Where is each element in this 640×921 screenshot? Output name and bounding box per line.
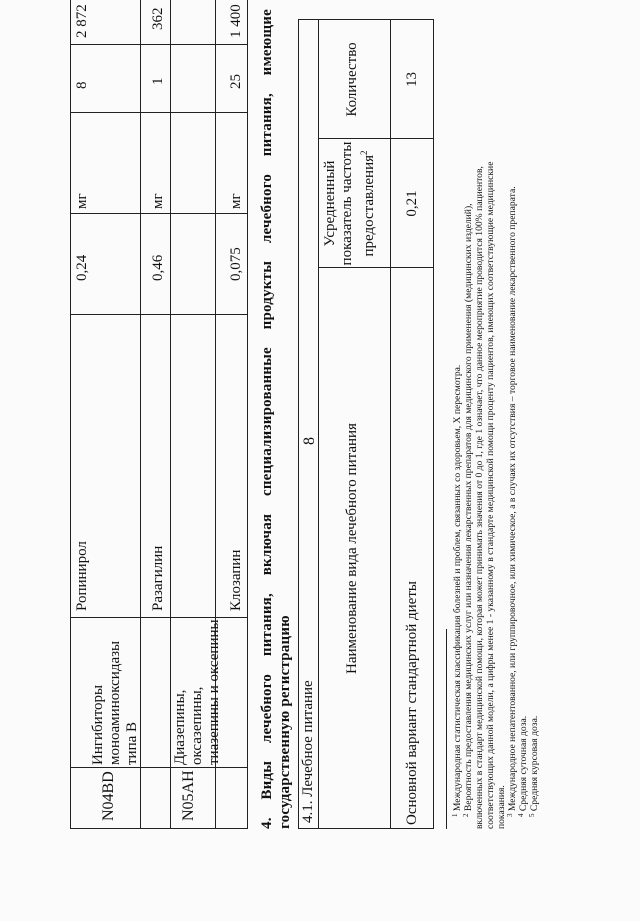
footnote-5	[529, 716, 540, 817]
header-frequency-line3	[356, 139, 378, 268]
drug-name-cell: Разагилин	[150, 545, 166, 611]
unit-cell: мг	[150, 193, 166, 209]
footnote-text: Средняя курсовая доза.	[529, 715, 540, 812]
header-quantity: Количество	[344, 42, 360, 117]
atc-group-cell: Ингибиторы моноаминоксидазы типа В	[90, 640, 140, 765]
footnote-ref: 2	[359, 150, 369, 155]
footnote-number: 4	[517, 813, 525, 817]
footnote-text: Международное непатентованное, или группировочное, или химическое, а в случаях их отсутствия – торговое наименование лекарственного препарата.	[507, 186, 518, 812]
footnote-number: 2	[462, 813, 470, 817]
frequency-cell: 8	[74, 81, 90, 89]
header-frequency-line1: Усредненный	[322, 160, 338, 247]
header-frequency	[322, 139, 378, 268]
nutrition-name-cell: Основной вариант стандартной диеты	[404, 581, 420, 825]
page-number: 8	[301, 437, 318, 445]
subsection-title: 4.1. Лечебное питание	[300, 680, 316, 823]
footnote-text: Вероятность предоставления медицинских услуг или назначения лекарственных препаратов для медицинского применения (медицинских изделий),	[463, 203, 474, 812]
ddd-cell: 0,075	[228, 247, 244, 281]
total-cell: 362	[150, 7, 166, 30]
footnote-number: 3	[506, 813, 514, 817]
footnote-2	[463, 203, 474, 817]
atc-group-cell: Диазепины, оксазепины, тиазепины и оксепины	[172, 619, 222, 765]
header-frequency-text: предоставления	[361, 154, 377, 257]
header-name: Наименование вида лечебного питания	[344, 423, 360, 674]
footnote-text: Средняя суточная доза.	[518, 715, 529, 812]
unit-cell: мг	[228, 193, 244, 209]
footnote-3	[507, 186, 518, 817]
footnote-number: 1	[451, 813, 459, 817]
nutrition-frequency-cell: 0,21	[404, 190, 420, 217]
footnote-1	[452, 365, 463, 817]
footnote-4	[518, 716, 529, 817]
drug-name-cell: Клозапин	[228, 549, 244, 611]
frequency-cell: 25	[228, 74, 244, 89]
drug-name-cell: Ропинирол	[74, 541, 90, 611]
ddd-cell: 0,24	[74, 254, 90, 281]
nutrition-quantity-cell: 13	[404, 72, 420, 87]
footnote-text: Международная статистическая классификация болезней и проблем, связанных со здоровьем, X пересмотра.	[452, 364, 463, 812]
footnote-2-cont: показания.	[496, 785, 507, 829]
frequency-cell: 1	[150, 77, 166, 85]
footnote-2-cont: соответствующих данной модели, а цифры менее 1 - указанному в стандарте медицинской помощи проценту пациентов, имеющих соответствующие медицинские	[485, 161, 496, 829]
atc-code-cell: N05AH	[180, 770, 197, 821]
atc-code-cell: N04BD	[100, 771, 117, 821]
unit-cell: мг	[74, 193, 90, 209]
header-frequency-line2: показатель частоты	[339, 141, 355, 266]
section-title: 4. Виды лечебного питания, включая специализированные продукты лечебного питания, имеющие	[259, 9, 275, 829]
ddd-cell: 0,46	[150, 254, 166, 281]
footnote-2-cont: включенных в стандарт медицинской помощи, которая может принимать значения от 0 до 1, где 1 означает, что данное мероприятие проводится 100% пациентов,	[474, 166, 485, 829]
total-cell: 2 872	[74, 4, 90, 38]
section-title-cont: государственную регистрацию	[277, 615, 293, 829]
footnote-number: 5	[528, 813, 536, 817]
total-cell: 1 400	[228, 4, 244, 38]
